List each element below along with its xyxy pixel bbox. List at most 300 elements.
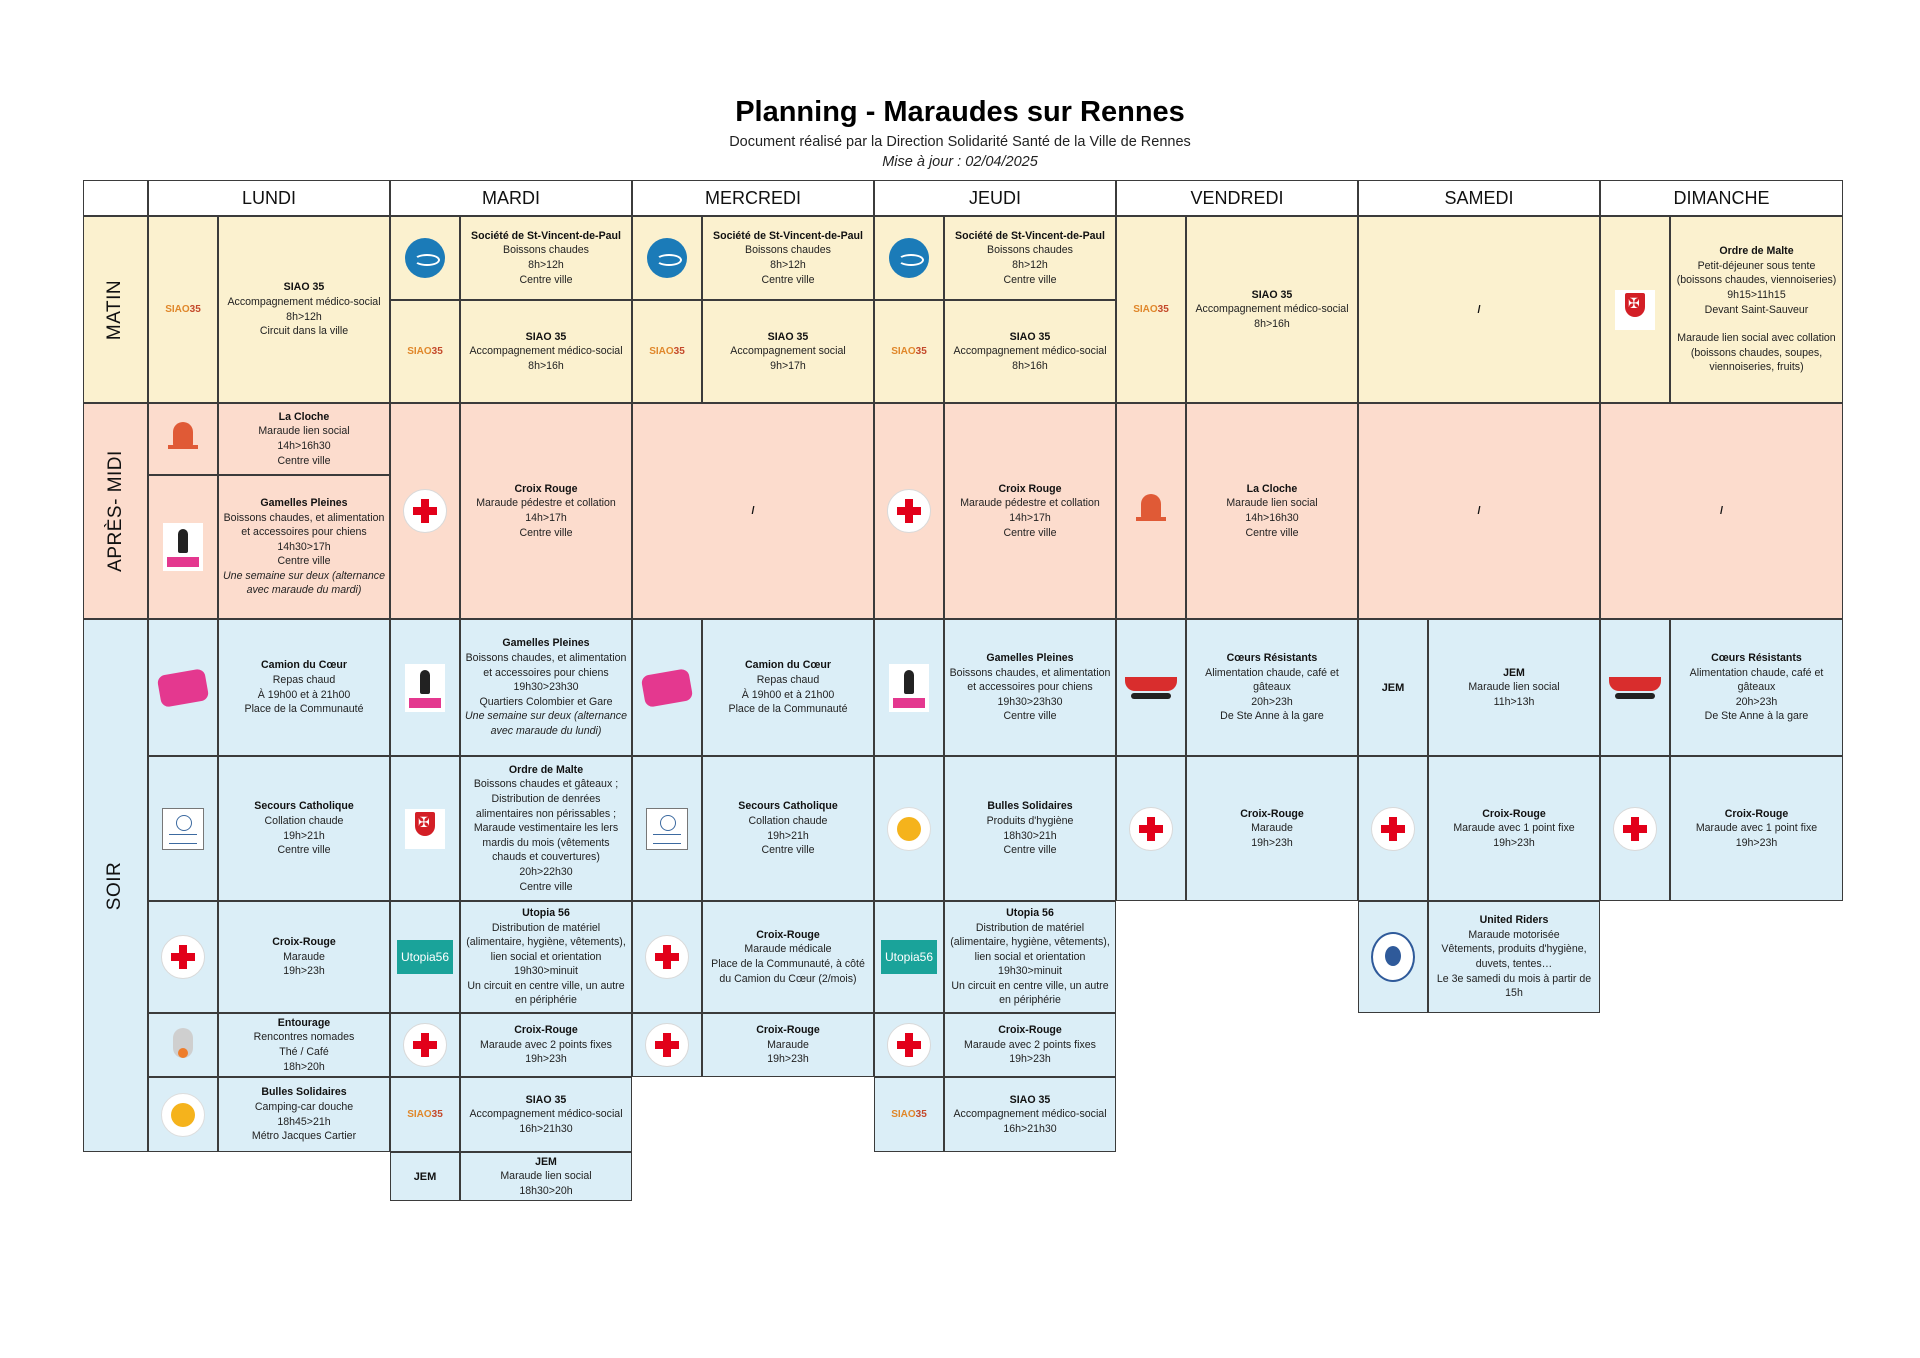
bulles-icon xyxy=(161,1093,205,1137)
entry-line: Repas chaud xyxy=(756,673,820,686)
entry-title: Croix Rouge xyxy=(514,482,578,495)
mercredi-matin-svincent xyxy=(702,216,874,300)
entry-line: 14h>17h xyxy=(1009,512,1051,524)
lundi-soir-bulles xyxy=(218,1077,390,1152)
entry-title: Croix-Rouge xyxy=(998,1024,1062,1037)
entry-line: Centre ville xyxy=(1245,526,1299,539)
day-mercredi-label: MERCREDI xyxy=(704,187,801,208)
day-dimanche-header xyxy=(1600,180,1843,216)
samedi-soir-jem-logo-text: JEM xyxy=(1381,681,1405,694)
riders-logo-cell xyxy=(1358,901,1428,1013)
period-soir-label: SOIR xyxy=(104,861,126,910)
entry-line: Maraude lien social xyxy=(1468,681,1560,694)
entry-line: Produits d'hygiène xyxy=(986,814,1074,827)
siao-logo-cell xyxy=(148,216,218,403)
entry-line: Maraude avec 1 point fixe xyxy=(1453,822,1575,835)
siao-logo-text: SIAO xyxy=(649,346,674,357)
entry-line: 8h>12h xyxy=(1012,259,1048,271)
malte-logo-cell xyxy=(1600,216,1670,403)
svincent-logo-cell xyxy=(390,216,460,300)
entry-title: Bulles Solidaires xyxy=(261,1086,347,1099)
jeudi-soir-siao xyxy=(944,1077,1116,1152)
mercredi-soir-secours xyxy=(702,756,874,901)
vendredi-soir-croix-rouge xyxy=(1186,756,1358,901)
mardi-soir-jem xyxy=(460,1152,632,1201)
entry-title: Croix-Rouge xyxy=(1724,807,1789,820)
entry-line: 14h>17h xyxy=(525,512,567,524)
utopia-logo-text: Utopia56 xyxy=(884,950,934,964)
period-matin-label: MATIN xyxy=(104,279,126,340)
entry-title: Ordre de Malte xyxy=(1719,245,1794,258)
samedi-matin-empty-text: / xyxy=(1477,303,1481,316)
siao-icon xyxy=(407,1109,443,1120)
dimanche-am-empty xyxy=(1600,403,1843,619)
entry-line: 19h30>23h30 xyxy=(997,695,1063,708)
entry-line: 18h30>20h xyxy=(519,1184,573,1197)
cross-logo-cell xyxy=(874,1013,944,1077)
siao-logo-number: 35 xyxy=(1157,304,1169,315)
mardi-soir-gamelles xyxy=(460,619,632,756)
dimanche-soir-croix-rouge xyxy=(1670,756,1843,901)
samedi-am-empty xyxy=(1358,403,1600,619)
entry-title: JEM xyxy=(535,1155,557,1168)
lundi-soir-camion xyxy=(218,619,390,756)
siao-logo-number: 35 xyxy=(189,304,201,315)
entry-line: Quartiers Colombier et Gare xyxy=(479,695,613,708)
svincent-logo-cell xyxy=(874,216,944,300)
cross-icon xyxy=(161,935,205,979)
entry-line: À 19h00 et à 21h00 xyxy=(741,688,835,701)
bulles-logo-cell xyxy=(148,1077,218,1152)
entry-line: Collation chaude xyxy=(748,814,828,827)
entry-line: Maraude lien social xyxy=(1226,497,1318,510)
entry-note: Une semaine sur deux (alternance avec maraude du lundi) xyxy=(465,710,627,737)
utopia-logo-cell xyxy=(390,901,460,1013)
entry-title: Entourage xyxy=(277,1016,331,1029)
svincent-icon xyxy=(889,238,929,278)
entry-line: Centre ville xyxy=(1003,526,1057,539)
entry-line: 16h>21h30 xyxy=(519,1122,573,1135)
mardi-soir-utopia xyxy=(460,901,632,1013)
entry-line: Boissons chaudes, et alimentation et accessoires pour chiens xyxy=(223,511,385,539)
bell-icon xyxy=(165,418,201,460)
entry-title: SIAO 35 xyxy=(1009,1093,1051,1106)
day-dimanche-label: DIMANCHE xyxy=(1673,187,1770,208)
entry-title: Croix-Rouge xyxy=(1240,807,1304,820)
entry-title: Croix-Rouge xyxy=(756,928,820,941)
day-mardi-header xyxy=(390,180,632,216)
entry-line: Maraude xyxy=(767,1038,809,1051)
riders-icon xyxy=(1371,932,1415,982)
entry-line: Le 3e samedi du mois à partir de 15h xyxy=(1436,972,1592,1000)
entry-line: Maraude xyxy=(1251,822,1293,835)
gamelles-icon xyxy=(889,664,929,712)
entry-title: La Cloche xyxy=(1246,482,1298,495)
secours-logo-cell xyxy=(632,756,702,901)
secours-logo-cell xyxy=(148,756,218,901)
entry-line: Centre ville xyxy=(519,880,573,893)
siao-logo-text: SIAO xyxy=(407,346,432,357)
entry-line: 19h>23h xyxy=(767,1053,809,1066)
entry-title: Croix-Rouge xyxy=(1482,807,1546,820)
entry-title: SIAO 35 xyxy=(525,1093,567,1106)
cross-icon xyxy=(887,1023,931,1067)
jeudi-soir-utopia xyxy=(944,901,1116,1013)
entry-line: 19h>21h xyxy=(767,829,809,842)
entry-line: À 19h00 et à 21h00 xyxy=(257,688,351,701)
period-matin xyxy=(83,216,148,403)
entry-line: Boissons chaudes xyxy=(503,244,589,257)
utopia-logo-text: Utopia56 xyxy=(400,950,450,964)
entry-line: Place de la Communauté xyxy=(728,703,848,716)
jeudi-soir-croix-rouge xyxy=(944,1013,1116,1077)
entry-line: 14h>16h30 xyxy=(1245,512,1299,524)
entry-title: Camion du Cœur xyxy=(261,659,347,672)
cross-logo-cell xyxy=(874,403,944,619)
entry-title: Secours Catholique xyxy=(254,800,354,813)
siao-logo-cell xyxy=(1116,216,1186,403)
entry-title: Croix-Rouge xyxy=(514,1024,578,1037)
entry-title: Gamelles Pleines xyxy=(260,496,348,509)
entry-line: 8h>16h xyxy=(1012,359,1048,372)
entry-line: Centre ville xyxy=(277,844,331,857)
corner-cell xyxy=(83,180,148,216)
vendredi-soir-coeurs xyxy=(1186,619,1358,756)
entry-line: 14h>16h30 xyxy=(277,440,331,452)
entry-line: 16h>21h30 xyxy=(1003,1122,1057,1135)
entry-line: Boissons chaudes, et alimentation et accessoires pour chiens xyxy=(465,652,627,679)
vendredi-am-cloche xyxy=(1186,403,1358,619)
entry-line: Maraude lien social avec collation (boissons chaudes, soupes, viennoiseries, fruits) xyxy=(1677,332,1836,374)
cross-icon xyxy=(1371,807,1415,851)
coeurs-icon xyxy=(1125,673,1177,703)
entry-title: Société de St-Vincent-de-Paul xyxy=(471,229,621,242)
entry-title: Croix-Rouge xyxy=(272,936,336,949)
entry-line: Métro Jacques Cartier xyxy=(251,1130,357,1143)
entry-line: Maraude avec 2 points fixes xyxy=(480,1038,612,1051)
entry-line: Accompagnement médico-social xyxy=(469,1108,623,1121)
samedi-soir-jem-logo xyxy=(1358,619,1428,756)
entry-line: Vêtements, produits d'hygiène, duvets, tentes… xyxy=(1441,943,1587,970)
siao-logo-text: SIAO xyxy=(891,1109,916,1120)
entry-line: Devant Saint-Sauveur xyxy=(1704,303,1809,316)
entry-line: Centre ville xyxy=(519,273,573,286)
mardi-soir-jem-logo xyxy=(390,1152,460,1201)
lundi-soir-entourage xyxy=(218,1013,390,1077)
entry-line: 18h45>21h xyxy=(277,1115,331,1128)
mercredi-am-empty-text: / xyxy=(751,505,755,517)
entry-line: 19h>23h xyxy=(1009,1053,1051,1066)
cross-icon xyxy=(403,489,447,533)
lundi-matin-siao xyxy=(218,216,390,403)
entry-note: Une semaine sur deux (alternance avec maraude du mardi) xyxy=(223,569,385,597)
entry-line: Centre ville xyxy=(519,526,573,539)
malte-icon xyxy=(1615,290,1655,330)
entry-line: Repas chaud xyxy=(272,673,336,686)
gamelles-logo-cell xyxy=(148,475,218,619)
siao-icon xyxy=(891,1109,927,1120)
camion-icon xyxy=(641,668,694,708)
entry-line: Maraude xyxy=(283,950,325,963)
jeudi-soir-gamelles xyxy=(944,619,1116,756)
entry-title: SIAO 35 xyxy=(767,330,809,343)
samedi-soir-jem xyxy=(1428,619,1600,756)
siao-icon xyxy=(649,346,685,357)
cross-logo-cell xyxy=(148,901,218,1013)
siao-icon xyxy=(1133,304,1169,315)
day-jeudi-label: JEUDI xyxy=(968,187,1021,208)
mardi-soir-siao xyxy=(460,1077,632,1152)
entry-line: Camping-car douche xyxy=(254,1100,354,1113)
bulles-logo-cell xyxy=(874,756,944,901)
entry-line: 9h15>11h15 xyxy=(1727,288,1786,301)
cross-logo-cell xyxy=(1600,756,1670,901)
cross-icon xyxy=(887,489,931,533)
day-lundi-header xyxy=(148,180,390,216)
entry-line: Un circuit en centre ville, un autre en périphérie xyxy=(467,979,625,1007)
mardi-am-croix-rouge xyxy=(460,403,632,619)
bell-logo-cell xyxy=(148,403,218,475)
entry-title: Utopia 56 xyxy=(1006,906,1054,919)
svincent-icon xyxy=(647,238,687,278)
siao-logo-text: SIAO xyxy=(891,346,916,357)
entry-line: Un circuit en centre ville, un autre en périphérie xyxy=(951,979,1109,1007)
entry-title: Cœurs Résistants xyxy=(1711,652,1802,665)
entry-line: Distribution de matériel (alimentaire, hygiène, vêtements), lien social et orientation xyxy=(950,921,1110,963)
svincent-icon xyxy=(405,238,445,278)
entry-line: Boissons chaudes et gâteaux ; Distribution de denrées alimentaires non périssables ; Maraude vestimentaire les lers mardis du mois (vêtements chauds et couvertures) xyxy=(473,778,619,864)
mardi-soir-malte xyxy=(460,756,632,901)
entry-line: Accompagnement médico-social xyxy=(953,345,1107,358)
entry-line: Accompagnement social xyxy=(730,345,846,358)
siao-logo-number: 35 xyxy=(431,346,443,357)
malte-icon xyxy=(405,809,445,849)
entry-line: Boissons chaudes xyxy=(987,244,1073,257)
entry-line: Centre ville xyxy=(761,844,815,857)
mercredi-soir-croix-rouge-med xyxy=(702,901,874,1013)
cross-icon xyxy=(1129,807,1173,851)
entry-title: La Cloche xyxy=(278,410,330,423)
gamelles-logo-cell xyxy=(390,619,460,756)
entry-line: 19h>21h xyxy=(283,829,325,842)
entry-line: 19h30>minuit xyxy=(514,965,578,978)
siao-logo-number: 35 xyxy=(673,346,685,357)
entry-line: Boissons chaudes, et alimentation et accessoires pour chiens xyxy=(949,666,1111,694)
entry-line: Maraude médicale xyxy=(744,943,832,956)
entry-line: 20h>22h30 xyxy=(519,865,573,878)
mardi-matin-siao xyxy=(460,300,632,403)
bulles-icon xyxy=(887,807,931,851)
entry-line: Centre ville xyxy=(1003,844,1057,857)
entry-title: Cœurs Résistants xyxy=(1226,652,1318,665)
bell-icon xyxy=(1133,490,1169,532)
gamelles-logo-cell xyxy=(874,619,944,756)
page-title: Planning - Maraudes sur Rennes xyxy=(735,96,1185,128)
cross-logo-cell xyxy=(632,1013,702,1077)
coeurs-icon xyxy=(1609,673,1661,703)
entry-line: Maraude pédestre et collation xyxy=(476,497,616,510)
samedi-am-empty-text: / xyxy=(1477,505,1481,517)
secours-icon xyxy=(646,808,688,850)
jeudi-matin-siao xyxy=(944,300,1116,403)
entry-line: Accompagnement médico-social xyxy=(1195,303,1349,316)
siao-logo-cell xyxy=(632,300,702,403)
entry-title: Camion du Cœur xyxy=(745,659,831,672)
entry-line: Collation chaude xyxy=(264,814,344,827)
dimanche-am-empty-text: / xyxy=(1719,505,1724,517)
entry-line: Distribution de matériel (alimentaire, hygiène, vêtements), lien social et orientation xyxy=(466,921,626,963)
bell-logo-cell xyxy=(1116,403,1186,619)
entry-title: Société de St-Vincent-de-Paul xyxy=(955,229,1105,242)
cross-icon xyxy=(403,1023,447,1067)
period-apres-midi xyxy=(83,403,148,619)
entry-line: Boissons chaudes xyxy=(745,244,831,257)
entourage-logo-cell xyxy=(148,1013,218,1077)
lundi-soir-croix-rouge xyxy=(218,901,390,1013)
entry-line: Centre ville xyxy=(277,454,331,467)
mercredi-soir-camion xyxy=(702,619,874,756)
day-mardi-label: MARDI xyxy=(482,187,540,208)
malte-logo-cell xyxy=(390,756,460,901)
entry-line: 18h>20h xyxy=(283,1060,325,1073)
entry-line: 18h30>21h xyxy=(1003,829,1057,842)
entry-line: 19h>23h xyxy=(1493,836,1535,849)
entry-line: 8h>12h xyxy=(286,310,322,323)
samedi-matin-empty xyxy=(1358,216,1600,403)
entry-title: JEM xyxy=(1503,666,1525,679)
mardi-soir-croix-rouge xyxy=(460,1013,632,1077)
lundi-am-cloche xyxy=(218,403,390,475)
update-date: Mise à jour : 02/04/2025 xyxy=(882,154,1038,170)
secours-icon xyxy=(162,808,204,850)
period-apres-midi-label: APRÈS- MIDI xyxy=(104,450,126,572)
entry-line: 19h>23h xyxy=(525,1053,567,1066)
entry-line: Alimentation chaude, café et gâteaux xyxy=(1205,666,1339,694)
day-lundi-label: LUNDI xyxy=(241,187,296,208)
entry-title: SIAO 35 xyxy=(283,281,325,294)
entry-line: Rencontres nomades xyxy=(253,1031,355,1044)
siao-logo-cell xyxy=(874,300,944,403)
entry-title: Ordre de Malte xyxy=(508,763,584,776)
siao-icon xyxy=(407,346,443,357)
siao-logo-text: SIAO xyxy=(1133,304,1158,315)
siao-logo-cell xyxy=(874,1077,944,1152)
jeudi-soir-bulles xyxy=(944,756,1116,901)
entry-line: Maraude motorisée xyxy=(1468,928,1560,941)
cross-icon xyxy=(645,1023,689,1067)
day-samedi-label: SAMEDI xyxy=(1444,187,1514,208)
entry-line: Centre ville xyxy=(761,273,815,286)
entry-title: Société de St-Vincent-de-Paul xyxy=(713,229,863,242)
coeurs-logo-cell xyxy=(1600,619,1670,756)
entry-line: 19h30>23h30 xyxy=(513,681,579,694)
siao-icon xyxy=(891,346,927,357)
cross-icon xyxy=(1613,807,1657,851)
entry-line: 8h>12h xyxy=(770,259,806,271)
entry-line: 19h>23h xyxy=(283,965,325,978)
entry-title: Gamelles Pleines xyxy=(986,652,1074,665)
entry-line: Thé / Café xyxy=(279,1046,329,1058)
entry-line: Alimentation chaude, café et gâteaux xyxy=(1689,666,1824,694)
coeurs-logo-cell xyxy=(1116,619,1186,756)
period-soir xyxy=(83,619,148,1152)
day-mercredi-header xyxy=(632,180,874,216)
mercredi-matin-siao xyxy=(702,300,874,403)
mercredi-am-empty xyxy=(632,403,874,619)
entry-line: Accompagnement médico-social xyxy=(953,1108,1107,1121)
dimanche-soir-coeurs xyxy=(1670,619,1843,756)
samedi-soir-croix-rouge xyxy=(1428,756,1600,901)
entry-title: Gamelles Pleines xyxy=(502,637,590,650)
entry-line: Place de la Communauté, à côté du Camion du Cœur (2/mois) xyxy=(711,958,865,985)
entry-line: Maraude pédestre et collation xyxy=(960,497,1100,510)
siao-logo-number: 35 xyxy=(915,346,927,357)
entry-line: 20h>23h xyxy=(1251,695,1293,708)
jeudi-am-croix-rouge xyxy=(944,403,1116,619)
entry-line: De Ste Anne à la gare xyxy=(1220,710,1324,723)
entry-title: SIAO 35 xyxy=(525,330,567,343)
lundi-soir-secours xyxy=(218,756,390,901)
entry-line: Petit-déjeuner sous tente (boissons chaudes, viennoiseries) xyxy=(1676,259,1837,287)
entry-line: Place de la Communauté xyxy=(244,703,364,716)
entry-line: Maraude avec 2 points fixes xyxy=(964,1038,1096,1051)
entry-title: Croix-Rouge xyxy=(756,1024,820,1037)
samedi-soir-united-riders xyxy=(1428,901,1600,1013)
entry-title: Croix Rouge xyxy=(998,482,1062,495)
entry-line: 19h>23h xyxy=(1735,836,1778,849)
entry-line: Accompagnement médico-social xyxy=(227,295,381,308)
entry-line: 14h30>17h xyxy=(277,540,331,553)
cross-logo-cell xyxy=(1358,756,1428,901)
entry-line: 19h30>minuit xyxy=(998,965,1062,978)
cross-logo-cell xyxy=(390,1013,460,1077)
entry-line: Accompagnement médico-social xyxy=(469,345,623,358)
day-jeudi-header xyxy=(874,180,1116,216)
lundi-am-gamelles xyxy=(218,475,390,619)
entry-line: Centre ville xyxy=(1003,273,1057,286)
cross-logo-cell xyxy=(632,901,702,1013)
utopia-logo-cell xyxy=(874,901,944,1013)
cross-logo-cell xyxy=(1116,756,1186,901)
siao-logo-cell xyxy=(390,1077,460,1152)
entry-title: Utopia 56 xyxy=(522,906,570,919)
day-vendredi-label: VENDREDI xyxy=(1190,187,1284,208)
cross-icon xyxy=(645,935,689,979)
utopia-icon xyxy=(881,940,937,974)
entry-line: Maraude lien social xyxy=(258,425,350,438)
gamelles-icon xyxy=(405,664,445,712)
entry-title: Secours Catholique xyxy=(738,800,838,813)
siao-logo-cell xyxy=(390,300,460,403)
entourage-icon xyxy=(168,1024,198,1066)
entry-line: 8h>12h xyxy=(528,259,564,271)
entry-line: Circuit dans la ville xyxy=(259,325,349,338)
page-subtitle: Document réalisé par la Direction Solidarité Santé de la Ville de Rennes xyxy=(729,134,1191,150)
entry-line: Maraude avec 1 point fixe xyxy=(1695,822,1818,835)
entry-line: 11h>13h xyxy=(1493,695,1535,708)
mardi-soir-jem-logo-text: JEM xyxy=(413,1170,437,1183)
vendredi-matin-siao xyxy=(1186,216,1358,403)
entry-line: 9h>17h xyxy=(770,359,806,372)
camion-icon xyxy=(157,668,210,708)
entry-title: Bulles Solidaires xyxy=(987,800,1073,813)
entry-title: United Riders xyxy=(1479,914,1549,927)
entry-title: SIAO 35 xyxy=(1251,288,1293,301)
entry-line: Centre ville xyxy=(277,555,331,568)
gamelles-icon xyxy=(163,523,203,571)
svincent-logo-cell xyxy=(632,216,702,300)
entry-line: 20h>23h xyxy=(1735,695,1778,708)
